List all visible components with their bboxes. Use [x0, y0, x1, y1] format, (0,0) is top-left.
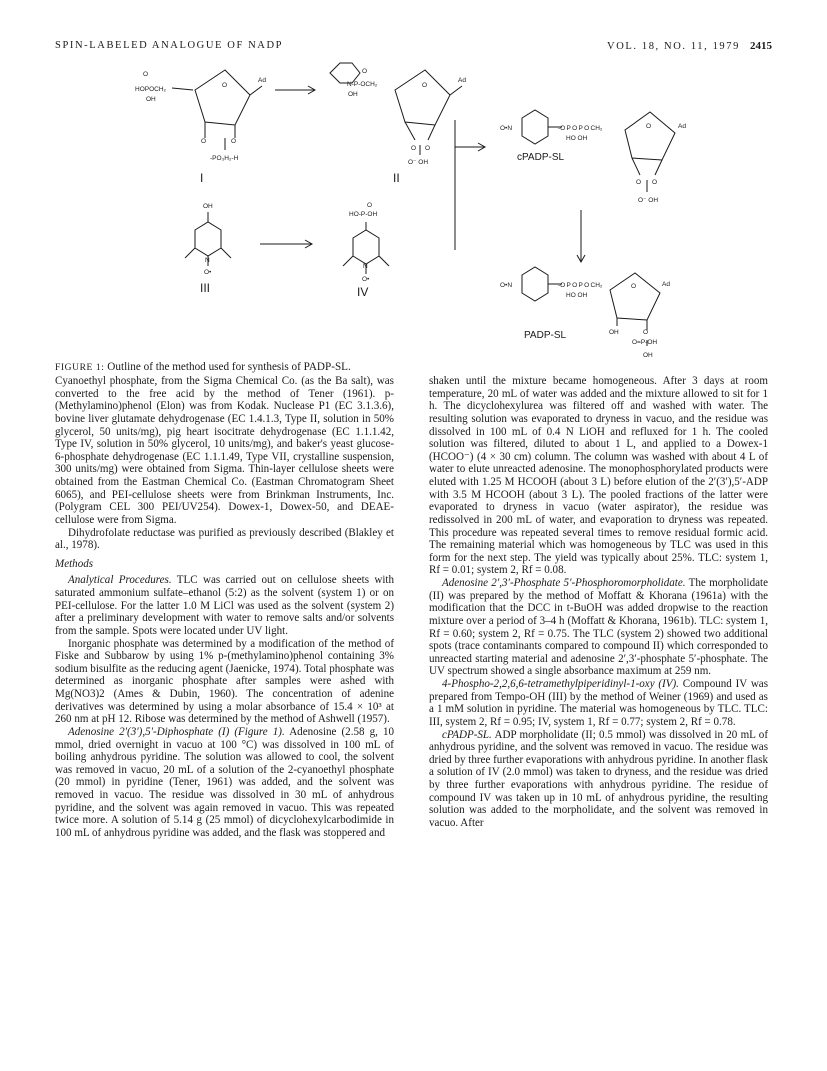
paragraph-title: 4-Phospho-2,2,6,6-tetramethylpiperidinyl-1-oxy (IV). [442, 678, 679, 690]
chem-pp-och2: -O P O P O CH₂ [558, 125, 603, 132]
chem-po3h2-h: -PO₃H₂-H [210, 155, 239, 162]
chem-ad: Ad [258, 77, 266, 84]
chem-ring-o: O [222, 82, 228, 89]
chem-ad: Ad [662, 281, 670, 288]
chem-o-dot: O• [204, 269, 212, 276]
section-heading: Methods [55, 557, 94, 570]
padp-ribose-ring [610, 273, 660, 320]
paragraph: Cyanoethyl phosphate, from the Sigma Chemical Co. (as the Ba salt), was converted to the free acid by the method of Tener (1961). p-(Methylamino)phenol (Elon) was from Kodak. Nuclease P1 (EC 3.1.3.6), bovine liver glutamate dehydrogenase (EC 1.4.1.3, Type II, solution in 50% glycerol, 50 units/mg), pig heart isocitrate dehydrogenase (EC 1.1.1.42, Type IV, solution in 50% glycerol, 10 units/mg), and baker's yeast glucose-6-phosphate dehydrogenase (EC 1.1.1.49, Type VII, crystalline suspension, 300 units/mg) were obtained from Sigma. Thin-layer cellulose sheets were obtained from the Eastman Chemical Co. (Eastman Chromatogram Sheet 6065), and PEI-cellulose sheets were from Brinkman Instruments, Inc. (Polygram CEL 300 PEI/UV254). Dowex-1, Dowex-50, and DEAE-cellulose were from Sigma. [55, 375, 394, 526]
bond [379, 256, 389, 266]
bracket-upper [455, 120, 478, 147]
bond [632, 158, 640, 175]
figure-caption [55, 361, 775, 373]
bond [250, 86, 262, 95]
chem-o: O [411, 145, 417, 152]
paragraph-title: cPADP-SL. [442, 728, 492, 741]
compound-label-ii: II [393, 171, 400, 185]
left-column [55, 375, 394, 840]
synthesis-scheme-figure [0, 0, 827, 380]
chem-ho-oh: HO OH [566, 135, 588, 142]
paragraph [429, 577, 768, 678]
bond [428, 125, 435, 140]
bond [172, 88, 193, 90]
chem-o: O [362, 68, 368, 75]
chem-ho-p-oh: HO-P-OH [349, 211, 378, 218]
running-title: SPIN-LABELED ANALOGUE OF NADP [55, 40, 284, 51]
bond [185, 248, 195, 258]
chem-o: O [643, 329, 649, 336]
chem-o: O [652, 179, 658, 186]
caption-label: FIGURE 1: [55, 363, 105, 373]
compound-label-i: I [200, 171, 204, 185]
chem-oh: OH [203, 203, 213, 210]
compound-2-ribose-ring [395, 70, 450, 125]
paragraph [55, 574, 394, 637]
chem-n: N [205, 257, 210, 264]
volume-info: VOL. 18, NO. 11, 1979 [607, 41, 740, 52]
paragraph-body: TLC was carried out on cellulose sheets with saturated ammonium sulfate–ethanol (5:2) as the solvent (system 1) or on PEI-cellulose. For the latter 1.0 M LiCl was used as the solvent (system 2) after a preliminary development with water to remove salts and/or solvents from the sample. Spots were located under UV light. [55, 574, 394, 637]
paragraph-body: Adenosine (2.58 g, 10 mmol, dried overnight in vacuo at 100 °C) was dissolved in 100 mL of boiling anhydrous pyridine. The solution was allowed to cool, the solvent was removed in vacuo, 20 mL of a solution of the 2-cyanoethyl phosphate (20 mmol) in pyridine (Tener, 1961) was added, and the solvent was removed in vacuo. The residue was dissolved in 30 mL of anhydrous pyridine, and the solvent was again removed in vacuo. This was repeated twice more. A solution of 5.14 g (25 mmol) of dicyclohexylcarbodimide in 100 mL of anhydrous pyridine was added, and the flask was stoppered and [55, 725, 394, 839]
compound-4-piperidine-ring [353, 230, 379, 264]
bond [405, 122, 415, 140]
compound-label-iv: IV [357, 285, 369, 299]
bond [450, 86, 462, 95]
padp-piperidine-ring [522, 267, 548, 301]
cpadp-piperidine-ring [522, 110, 548, 144]
chem-o: O [231, 138, 237, 145]
chem-n: N [363, 263, 368, 270]
right-column [429, 375, 768, 830]
paragraph [429, 729, 768, 830]
chem-o: O [367, 202, 373, 209]
chem-np-och2: N-P-OCH₂ [347, 81, 378, 88]
chem-o: O [425, 145, 431, 152]
paragraph-body: Compound IV was prepared from Tempo-OH (III) by the method of Weiner (1969) and used as a 1 mM solution in pyridine. The material was homogeneous by TLC. TLC: III, system 2, Rf = 0.95; IV, system 1, Rf = 0.77; system 2, Rf = 0.78. [429, 678, 768, 728]
chem-o-dot: O• [362, 276, 370, 283]
chem-ring-o: O [422, 82, 428, 89]
compound-2-morpholine-ring [330, 63, 360, 83]
paragraph [55, 726, 394, 840]
chem-ad: Ad [458, 77, 466, 84]
chem-pp-och2: -O P O P O CH₂ [558, 282, 603, 289]
bond [655, 160, 662, 175]
compound-label-iii: III [200, 281, 211, 295]
paragraph: Dihydrofolate reductase was purified as previously described (Blakley et al., 1978). [55, 526, 394, 552]
paragraph-title: Adenosine 2′(3′),5′-Diphosphate (I) (Figure 1). [68, 725, 285, 738]
chem-ring-o: O [646, 123, 652, 130]
chem-ho-p-och2: HOPOCH₂ [135, 86, 167, 93]
chem-n-radical: O•N [500, 125, 513, 132]
chem-o: O [143, 71, 149, 78]
paragraph [429, 678, 768, 729]
paragraph-title: Adenosine 2′,3′-Phosphate 5′-Phosphoromorpholidate. [442, 577, 686, 589]
compound-1-ribose-ring [195, 70, 250, 125]
chem-o: O [636, 179, 642, 186]
chem-ho-oh: HO OH [566, 292, 588, 299]
paragraph: shaken until the mixture became homogeneous. After 3 days at room temperature, 20 mL of water was added and the mixture allowed to sit for 1 h. The dicyclohexylurea was filtered off and washed with water. The resulting solution was evaporated to dryness in vacuo, and the residue was dissolved in 100 mL of 0.4 N LiOH and refluxed for 1 h. The cooled solution was filtered, diluted to about 1 L, and applied to a Dowex-1 (HCOO⁻) (4 × 30 cm) column. The column was washed with about 4 L of water to elute unreacted adenosine. The monophosphorylated products were eluted with 1.25 M HCOOH (about 3 L) before elution of the 2′(3′),5′-ADP with 3.5 M HCOOH (about 3 L). The pooled fractions of the latter were evaporated to dryness in vacuo (water aspirator), the residue was redissolved in 200 mL of water, and evaporation to dryness was repeated. This procedure was repeated several times to remove residual formic acid. The remaining material which was homogeneous by TLC was used in this form for the next step. The yield was typically about 25%. TLC: system 1, Rf = 0.01; system 2, Rf = 0.08. [429, 375, 768, 577]
chem-o-p-oh: O=P-OH [632, 339, 658, 346]
caption-text: Outline of the method used for synthesis of PADP-SL. [107, 361, 351, 373]
paragraph-body: The morpholidate (II) was prepared by the method of Moffatt & Khorana (1961a) with the modification that the DCC in t-BuOH was added dropwise to the reaction mixture over a period of 3–4 h (Moffatt & Khorana, 1961b). TLC: system 1, Rf = 0.60; system 2, Rf = 0.75. The TLC (system 2) showed two additional spots (trace contaminants compared to compound II) which corresponded to unreacted starting material and adenosine 2′,3′-phosphate 5′-phosphate. The UV spectrum showed a single absorbance maximum at 259 nm. [429, 577, 769, 678]
paragraph: Inorganic phosphate was determined by a modification of the method of Fiske and Subbarow by using 1% p-(methylamino)phenol containing 3% sodium bisulfite as the reducing agent (Jaenicke, 1974). Total phosphate was determined as inorganic phosphate after samples were ashed with Mg(NO3)2 (Ames & Dubin, 1960). The concentration of adenine derivatives was determined by using a molar absorbance of 15.4 × 10³ at 260 nm at pH 12. Ribose was determined by the method of Ashwell (1957). [55, 637, 394, 726]
chem-ad: Ad [678, 123, 686, 130]
chem-ring-o: O [631, 283, 637, 290]
bond [343, 256, 353, 266]
paragraph-body: ADP morpholidate (II; 0.5 mmol) was dissolved in 20 mL of anhydrous pyridine, and the solvent was removed in vacuo. The residue was dried by three further evaporations with anhydrous pyridine. In another flask a solution of IV (2.0 mmol) was taken to dryness, and the residue was dried by three further evaporations with anhydrous pyridine. The residue of compound IV was taken up in 10 mL of anhydrous pyridine, the resulting solution was added to the morpholidate, and the solvent was removed in vacuo. After [429, 728, 769, 829]
cpadp-ribose-ring [625, 112, 675, 160]
bond [221, 248, 231, 258]
chem-o-oh: O⁻ OH [638, 197, 659, 204]
chem-oh: OH [609, 329, 619, 336]
page-number: 2415 [750, 40, 772, 52]
cpadp-sl-label: cPADP-SL [517, 152, 565, 163]
chem-n-radical: O•N [500, 282, 513, 289]
chem-oh: OH [643, 352, 653, 359]
padp-sl-label: PADP-SL [524, 330, 567, 341]
compound-3-piperidine-ring [195, 222, 221, 256]
chem-oh: OH [146, 96, 156, 103]
chem-o-oh: O⁻ OH [408, 159, 429, 166]
paragraph-title: Analytical Procedures. [68, 574, 172, 587]
chem-oh: OH [348, 91, 358, 98]
chem-o: O [201, 138, 207, 145]
